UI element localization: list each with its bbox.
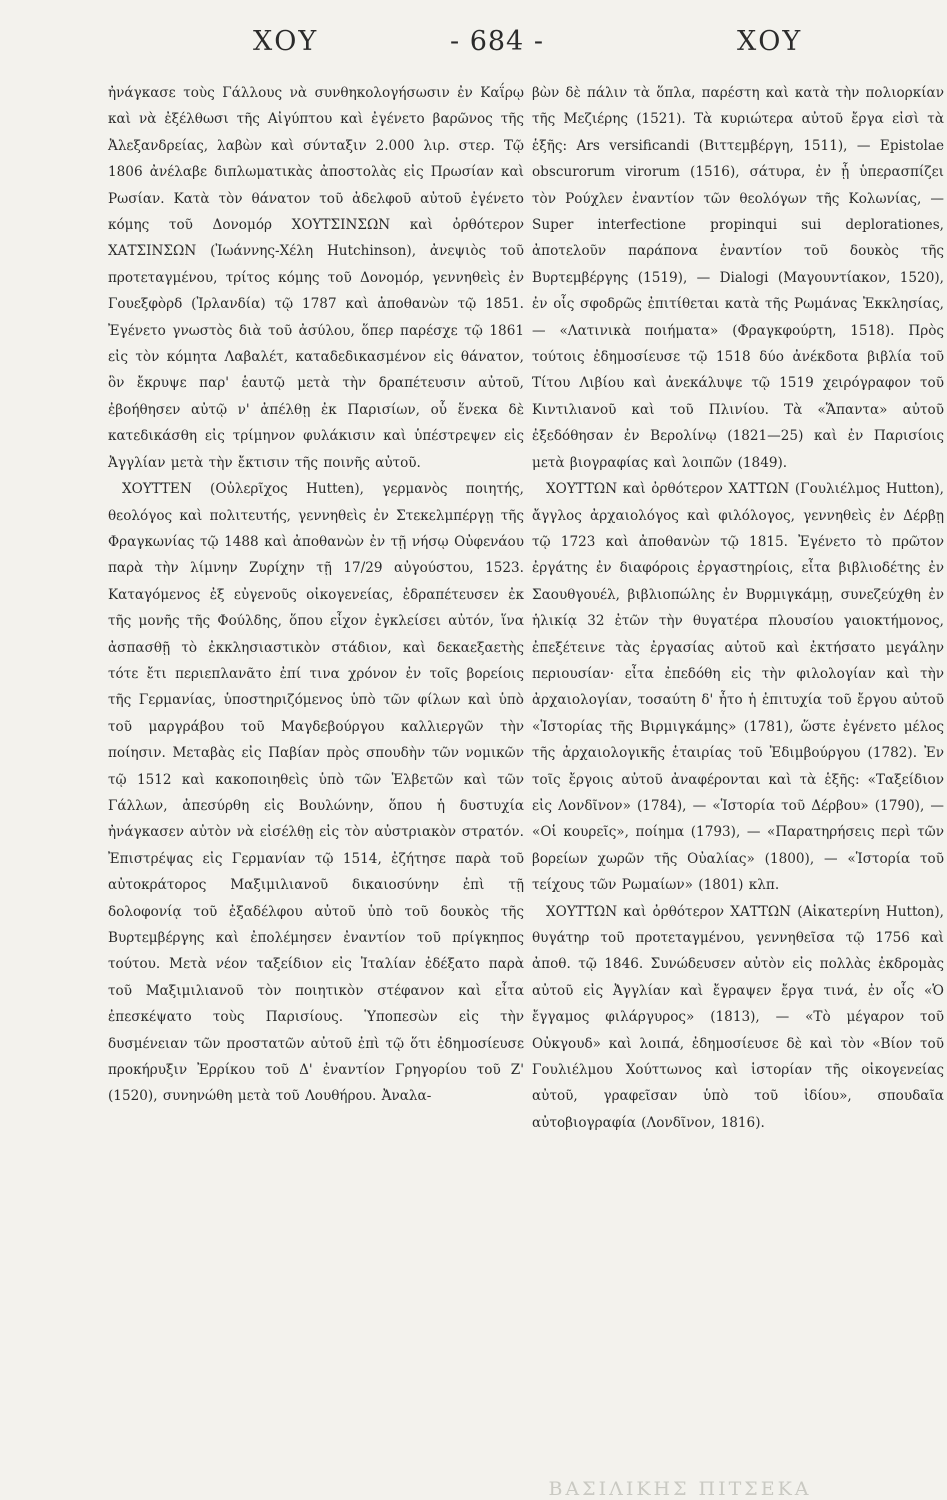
running-head-right: ΧΟΥ: [737, 26, 803, 57]
page-number: - 684 -: [450, 26, 544, 57]
entry-hutten: ΧΟΥΤΤΕΝ (Οὐλερῖχος Hutten), γερμανὸς ποιητής, θεολόγος καὶ πολιτευτής, γεννηθεὶς ἐν Στεκελμπέργῃ τῆς Φραγκωνίας τῷ 1488 καὶ ἀποθανὼν ἐν τῇ νήσῳ Οὐφενάου παρὰ τὴν λίμνην Ζυρίχην τῇ 17/29 αὐγούστου, 1523. Καταγόμενος ἐξ εὐγενοῦς οἰκογενείας, ἐδραπέτευσεν ἐκ τῆς μονῆς τῆς Φούλδης, ὅπου εἶχον ἐγκλείσει αὐτόν, ἵνα ἀσπασθῇ τὸ ἐκκλησιαστικὸν στάδιον, καὶ δεκαεξαετὴς τότε ἔτι περιεπλανᾶτο ἐπί τινα χρόνον ἐν τοῖς βορείοις τῆς Γερμανίας, ὑποστηριζόμενος ὑπὸ τῶν φίλων καὶ ὑπὸ τοῦ μαργράβου τοῦ Μαγδεβούργου καλλιεργῶν τὴν ποίησιν. Μεταβὰς εἰς Παβίαν πρὸς σπουδὴν τῶν νομικῶν τῷ 1512 καὶ κακοποιηθεὶς ὑπὸ τῶν Ἑλβετῶν καὶ τῶν Γάλλων, ἀπεσύρθη εἰς Βουλώνην, ὅπου ἡ δυστυχία ἠνάγκασεν αὐτὸν νὰ εἰσέλθῃ εἰς τὸν αὐστριακὸν στρατόν. Ἐπιστρέψας εἰς Γερμανίαν τῷ 1514, ἐζήτησε παρὰ τοῦ αὐτοκράτορος Μαξιμιλιανοῦ δικαιοσύνην ἐπὶ τῇ δολοφονίᾳ τοῦ ἐξαδέλφου αὐτοῦ ὑπὸ τοῦ δουκὸς τῆς Βυρτεμβέργης καὶ ἐπολέμησεν ἐναντίον τοῦ πρίγκηπος τούτου. Μετὰ νέον ταξείδιον εἰς Ἰταλίαν ἐδέξατο παρὰ τοῦ Μαξιμιλιανοῦ τὸν ποιητικὸν στέφανον καὶ εἶτα ἐπεσκέψατο τοὺς Παρισίους. Ὑποπεσὼν εἰς τὴν δυσμένειαν τῶν προστατῶν αὐτοῦ ἐπὶ τῷ ὅτι ἐδημοσίευσε προκήρυξιν Ἐρρίκου τοῦ Δ' ἐναντίον Γρηγορίου τοῦ Ζ' (1520), συνηνώθη μετὰ τοῦ Λουθήρου. Ἀναλα-: [108, 481, 524, 1105]
entry-hutton-catherine: ΧΟΥΤΤΩΝ καὶ ὀρθότερον ΧΑΤΤΩΝ (Αἰκατερίνη Hutton), θυγάτηρ τοῦ προτεταγμένου, γεννηθεῖσα τῷ 1756 καὶ ἀποθ. τῷ 1846. Συνώδευσεν αὐτὸν εἰς πολλὰς ἐκδρομὰς αὐτοῦ εἰς Ἀγγλίαν καὶ ἔγραψεν ἔργα τινά, ἐν οἷς «Ὁ ἔγγαμος φιλάργυρος» (1813), — «Τὸ μέγαρον τοῦ Οὐκγουδ» καὶ λοιπά, ἐδημοσίευσε δὲ καὶ τὸν «Βίον τοῦ Γουλιέλμου Χούττωνος καὶ ἱστορίαν τῆς οἰκογενείας αὐτοῦ, γραφεῖσαν ὑπὸ τοῦ ἰδίου», σπουδαῖα αὐτοβιογραφία (Λονδῖνον, 1816).: [532, 903, 944, 1131]
library-watermark: ΒΑΣΙΛΙΚΗΣ ΠΙΤΣΕΚΑ: [548, 1478, 812, 1500]
running-head-left: ΧΟΥ: [253, 26, 319, 57]
right-column: [532, 80, 944, 1136]
entry-hutchinson-continued: ἠνάγκασε τοὺς Γάλλους νὰ συνθηκολογήσωσιν ἐν Καΐρῳ καὶ νὰ ἐξέλθωσι τῆς Αἰγύπτου καὶ ἐγένετο βαρῶνος τῆς Ἀλεξανδρείας, λαβὼν καὶ σύνταξιν 2.000 λιρ. στερ. Τῷ 1806 ἀνέλαβε διπλωματικὰς ἀποστολὰς εἰς Πρωσίαν καὶ Ρωσίαν. Κατὰ τὸν θάνατον τοῦ ἀδελφοῦ αὐτοῦ ἐγένετο κόμης τοῦ Δονομόρ ΧΟΥΤΣΙΝΣΩΝ καὶ ὀρθότερον ΧΑΤΣΙΝΣΩΝ (Ἰωάννης-Χέλη Hutchinson), ἀνεψιὸς τοῦ προτεταγμένου, τρίτος κόμης τοῦ Δονομόρ, γεννηθεὶς ἐν Γουεξφὸρδ (Ἰρλανδία) τῷ 1787 καὶ ἀποθανὼν τῷ 1851. Ἐγένετο γνωστὸς διὰ τοῦ ἀσύλου, ὅπερ παρέσχε τῷ 1861 εἰς τὸν κόμητα Λαβαλέτ, καταδεδικασμένον εἰς θάνατον, ὃν ἔκρυψε παρ' ἑαυτῷ μετὰ τὴν δραπέτευσιν αὐτοῦ, ἐβοήθησεν αὐτῷ ν' ἀπέλθῃ ἐκ Παρισίων, οὗ ἕνεκα δὲ κατεδικάσθη εἰς τρίμηνον φυλάκισιν καὶ ὑπέστρεψεν εἰς Ἀγγλίαν μετὰ τὴν ἔκτισιν τῆς ποινῆς αὐτοῦ.: [108, 85, 524, 471]
entry-hutton-william: ΧΟΥΤΤΩΝ καὶ ὀρθότερον ΧΑΤΤΩΝ (Γουλιέλμος Hutton), ἄγγλος ἀρχαιολόγος καὶ φιλόλογος, γεννηθεὶς ἐν Δέρβῃ τῷ 1723 καὶ ἀποθανὼν τῷ 1815. Ἐγένετο τὸ πρῶτον ἐργάτης ἐν διαφόροις ἐργαστηρίοις, εἶτα βιβλιοδέτης ἐν Σαουθγουέλ, βιβλιοπώλης ἐν Βυρμιγκάμῃ, συνεζεύχθη ἐν ἡλικίᾳ 32 ἐτῶν τὴν θυγατέρα πλουσίου γαιοκτήμονος, ἐπεξέτεινε τὰς ἐργασίας αὐτοῦ καὶ ἐκτήσατο μεγάλην περιουσίαν· εἶτα ἐπεδόθη εἰς τὴν φιλολογίαν καὶ τὴν ἀρχαιολογίαν, τοσαύτη δ' ἦτο ἡ ἐπιτυχία τοῦ ἔργου αὐτοῦ «Ἱστορίας τῆς Βιρμιγκάμης» (1781), ὥστε ἐγένετο μέλος τῆς ἀρχαιολογικῆς ἑταιρίας τοῦ Ἐδιμβούργου (1782). Ἐν τοῖς ἔργοις αὐτοῦ ἀναφέρονται καὶ τὰ ἑξῆς: «Ταξείδιον εἰς Λονδῖνον» (1784), — «Ἱστορία τοῦ Δέρβου» (1790), — «Οἱ κουρεῖς», ποίημα (1793), — «Παρατηρήσεις περὶ τῶν βορείων χωρῶν τῆς Οὐαλίας» (1800), — «Ἱστορία τοῦ τείχους τῶν Ρωμαίων» (1801) κλπ.: [532, 481, 944, 894]
entry-hutten-continued: βὼν δὲ πάλιν τὰ ὅπλα, παρέστη καὶ κατὰ τὴν πολιορκίαν τῆς Μεζιέρης (1521). Τὰ κυριώτερα αὐτοῦ ἔργα εἰσὶ τὰ ἑξῆς: Ars versificandi (Βιττεμβέργη, 1511), — Epistolae obscurorum virorum (1516), σάτυρα, ἐν ᾗ ὑπερασπίζει τὸν Ρούχλεν ἐναντίον τῶν θεολόγων τῆς Κολωνίας, — Super interfectione propinqui sui deplorationes, ἀποτελοῦν παράπονα ἐναντίον τοῦ δουκὸς τῆς Βυρτεμβέργης (1519), — Dialogi (Μαγουντίακον, 1520), ἐν οἷς σφοδρῶς ἐπιτίθεται κατὰ τῆς Ρωμάνας Ἐκκλησίας, — «Λατινικὰ ποιήματα» (Φραγκφούρτη, 1518). Πρὸς τούτοις ἐδημοσίευσε τῷ 1518 δύο ἀνέκδοτα βιβλία τοῦ Τίτου Λιβίου καὶ ἀνεκάλυψε τῷ 1519 χειρόγραφον τοῦ Κιντιλιανοῦ καὶ τοῦ Πλινίου. Τὰ «Ἅπαντα» αὐτοῦ ἐξεδόθησαν ἐν Βερολίνῳ (1821—25) καὶ ἐν Παρισίοις μετὰ βιογραφίας καὶ λοιπῶν (1849).: [532, 85, 944, 471]
left-column: [108, 80, 524, 1110]
